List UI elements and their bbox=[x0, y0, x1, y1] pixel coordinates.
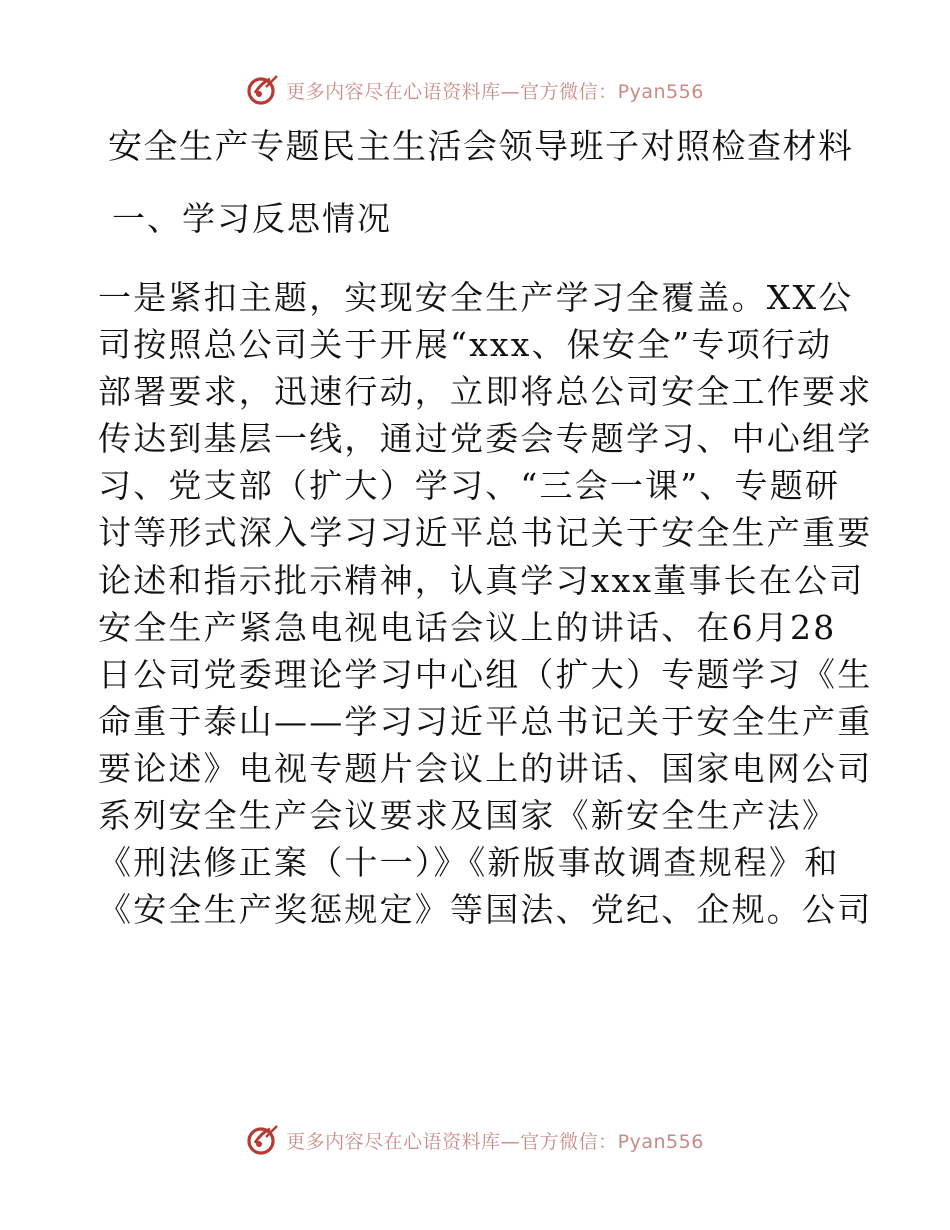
watermark-header bbox=[0, 70, 950, 110]
watermark-footer bbox=[0, 1120, 950, 1160]
body-line: 《安全生产奖惩规定》等国法、党纪、企规。公司 bbox=[98, 890, 873, 930]
body-line: 传达到基层一线，通过党委会专题学习、中心组学 bbox=[98, 419, 873, 459]
section-heading: 一、学习反思情况 bbox=[112, 199, 392, 238]
body-line: 《刑法修正案（十一）》《新版事故调查规程》和 bbox=[98, 843, 840, 883]
body-line: 命重于泰山——学习习近平总书记关于安全生产重 bbox=[98, 701, 873, 741]
body-line: 日公司党委理论学习中心组（扩大）专题学习《生 bbox=[98, 654, 873, 694]
body-line: 要论述》电视专题片会议上的讲话、国家电网公司 bbox=[98, 748, 873, 788]
calligraphy-seal-logo-icon bbox=[246, 1123, 280, 1157]
body-line: 司按照总公司关于开展“xxx、保安全”专项行动 bbox=[98, 325, 833, 365]
document-title: 安全生产专题民主生活会领导班子对照检查材料 bbox=[108, 127, 854, 167]
body-paragraph bbox=[98, 274, 873, 933]
body-line: 系列安全生产会议要求及国家《新安全生产法》 bbox=[98, 796, 838, 836]
body-line: 习、党支部（扩大）学习、“三会一课”、专题研 bbox=[98, 466, 841, 506]
watermark-text: 更多内容尽在心语资料库—官方微信：Pyan556 bbox=[286, 1130, 704, 1153]
calligraphy-seal-logo-icon bbox=[246, 73, 280, 107]
body-line: 安全生产紧急电视电话会议上的讲话、在6月28 bbox=[98, 607, 837, 647]
body-line: 一是紧扣主题，实现安全生产学习全覆盖。XX公 bbox=[98, 278, 854, 317]
body-line: 部署要求，迅速行动，立即将总公司安全工作要求 bbox=[98, 372, 873, 412]
body-line: 论述和指示批示精神，认真学习xxx董事长在公司 bbox=[98, 560, 865, 600]
watermark-text: 更多内容尽在心语资料库—官方微信：Pyan556 bbox=[286, 80, 704, 103]
body-line: 讨等形式深入学习习近平总书记关于安全生产重要 bbox=[98, 513, 873, 553]
